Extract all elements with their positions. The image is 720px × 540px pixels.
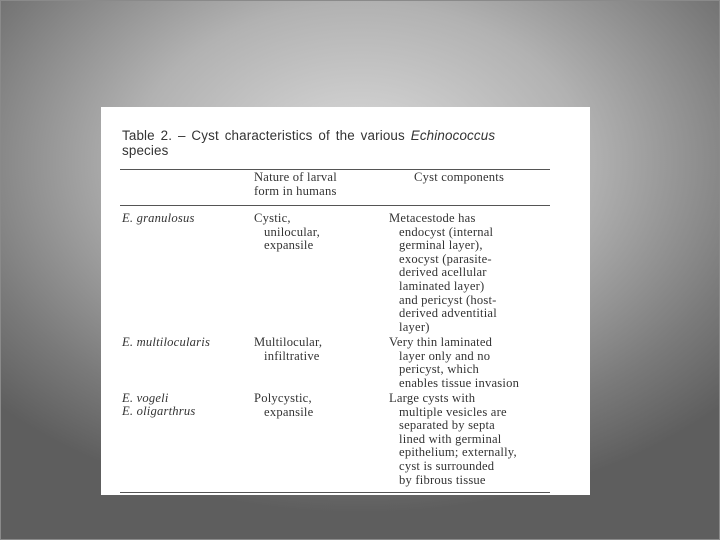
caption-genus: Echinococcus [410,128,496,143]
species-oligarthrus: E. oligarthrus [122,404,196,418]
species-granulosus: E. granulosus [122,211,195,225]
species-multilocularis: E. multilocularis [122,335,211,349]
components-vogeli-oligarthrus: Large cysts with multiple vesicles are separated by septa lined with germinal epithelium; externally, cyst is surrounded by fibrous tissue [389,391,517,487]
header-rule [120,205,550,206]
components-multilocularis: Very thin laminated layer only and no pericyst, which enables tissue invasion [389,335,520,390]
species-vogeli: E. vogeli [122,391,169,405]
header-nature: Nature of larval form in humans [254,170,337,198]
components-granulosus: Metacestode has endocyst (internal germinal layer), exocyst (parasite- derived acellular laminated layer) and pericyst (host- derived adventitial layer) [389,211,497,334]
table-caption [122,129,562,158]
table-image [101,107,590,495]
nature-granulosus: Cystic, unilocular, expansile [254,211,320,253]
nature-vogeli-oligarthrus: Polycystic, expansile [254,391,314,419]
caption-suffix: species [122,142,169,158]
caption-prefix: Table 2. – Cyst characteristics of the various [122,128,411,143]
header-components: Cyst components [414,170,505,184]
nature-multilocularis: Multilocular, infiltrative [254,335,323,363]
table-bottom-rule [120,492,550,493]
